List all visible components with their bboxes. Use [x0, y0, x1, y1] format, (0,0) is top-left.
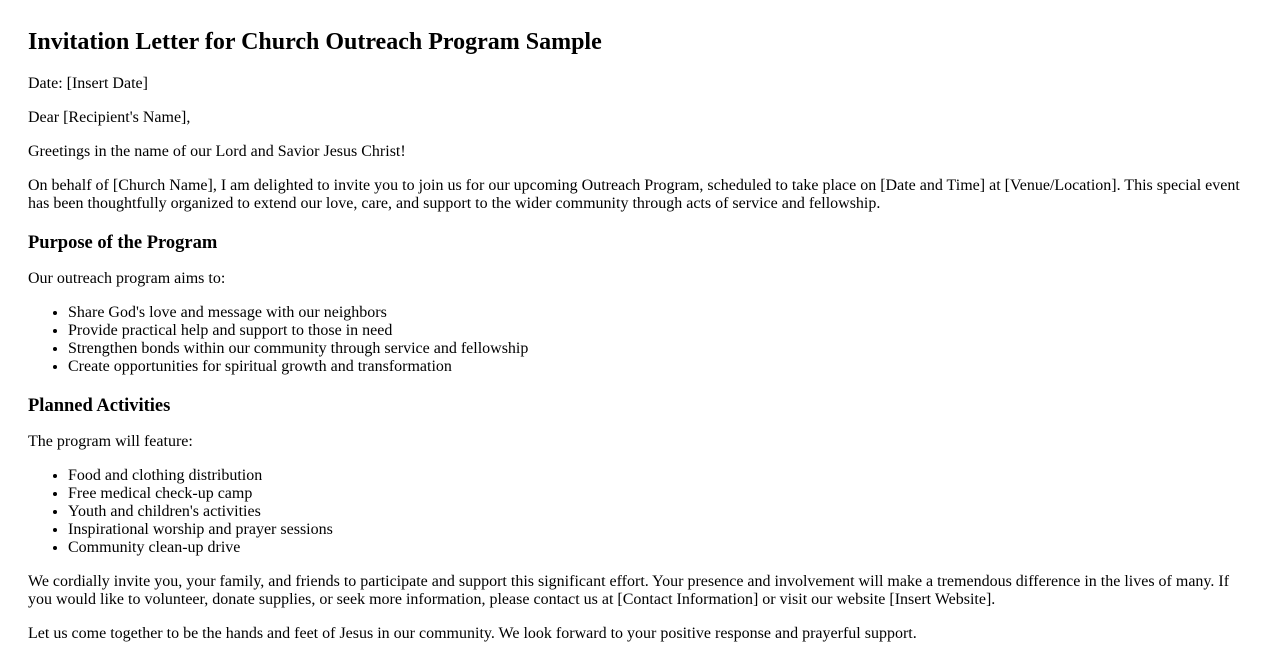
list-item: • Inspirational worship and prayer sessions: [68, 521, 1250, 539]
list-item: • Share God's love and message with our neighbors: [68, 304, 1250, 322]
list-item: • Community clean-up drive: [68, 539, 1250, 557]
list-item: • Provide practical help and support to those in need: [68, 322, 1250, 340]
purpose-list: [28, 304, 1250, 376]
purpose-lead: Our outreach program aims to:: [28, 270, 226, 287]
list-item: • Strengthen bonds within our community through service and fellowship: [68, 340, 1250, 358]
date-line: Date: [Insert Date]: [28, 75, 148, 92]
salutation: Dear [Recipient's Name],: [28, 109, 191, 126]
page-title: Invitation Letter for Church Outreach Program Sample: [28, 29, 602, 55]
list-item: • Youth and children's activities: [68, 503, 1250, 521]
list-item: • Food and clothing distribution: [68, 467, 1250, 485]
invite-paragraph: We cordially invite you, your family, and friends to participate and support this significant effort. Your presence and involvement will make a tremendous difference in the lives of many. If you would like to volunteer, donate supplies, or seek more information, please contact us at [Contact Information] or visit our website [Insert Website].: [28, 573, 1230, 608]
activities-heading: Planned Activities: [28, 396, 171, 416]
greeting: Greetings in the name of our Lord and Savior Jesus Christ!: [28, 143, 406, 160]
activities-list: [28, 467, 1250, 557]
closing-paragraph: Let us come together to be the hands and feet of Jesus in our community. We look forward to your positive response and prayerful support.: [28, 625, 917, 642]
list-item: • Free medical check-up camp: [68, 485, 1250, 503]
purpose-heading: Purpose of the Program: [28, 233, 218, 253]
activities-lead: The program will feature:: [28, 433, 193, 450]
intro-paragraph: On behalf of [Church Name], I am delighted to invite you to join us for our upcoming Outreach Program, scheduled to take place on [Date and Time] at [Venue/Location]. This special event has been thoughtfully organized to extend our love, care, and support to the wider community through acts of service and fellowship.: [28, 177, 1240, 212]
list-item: • Create opportunities for spiritual growth and transformation: [68, 358, 1250, 376]
